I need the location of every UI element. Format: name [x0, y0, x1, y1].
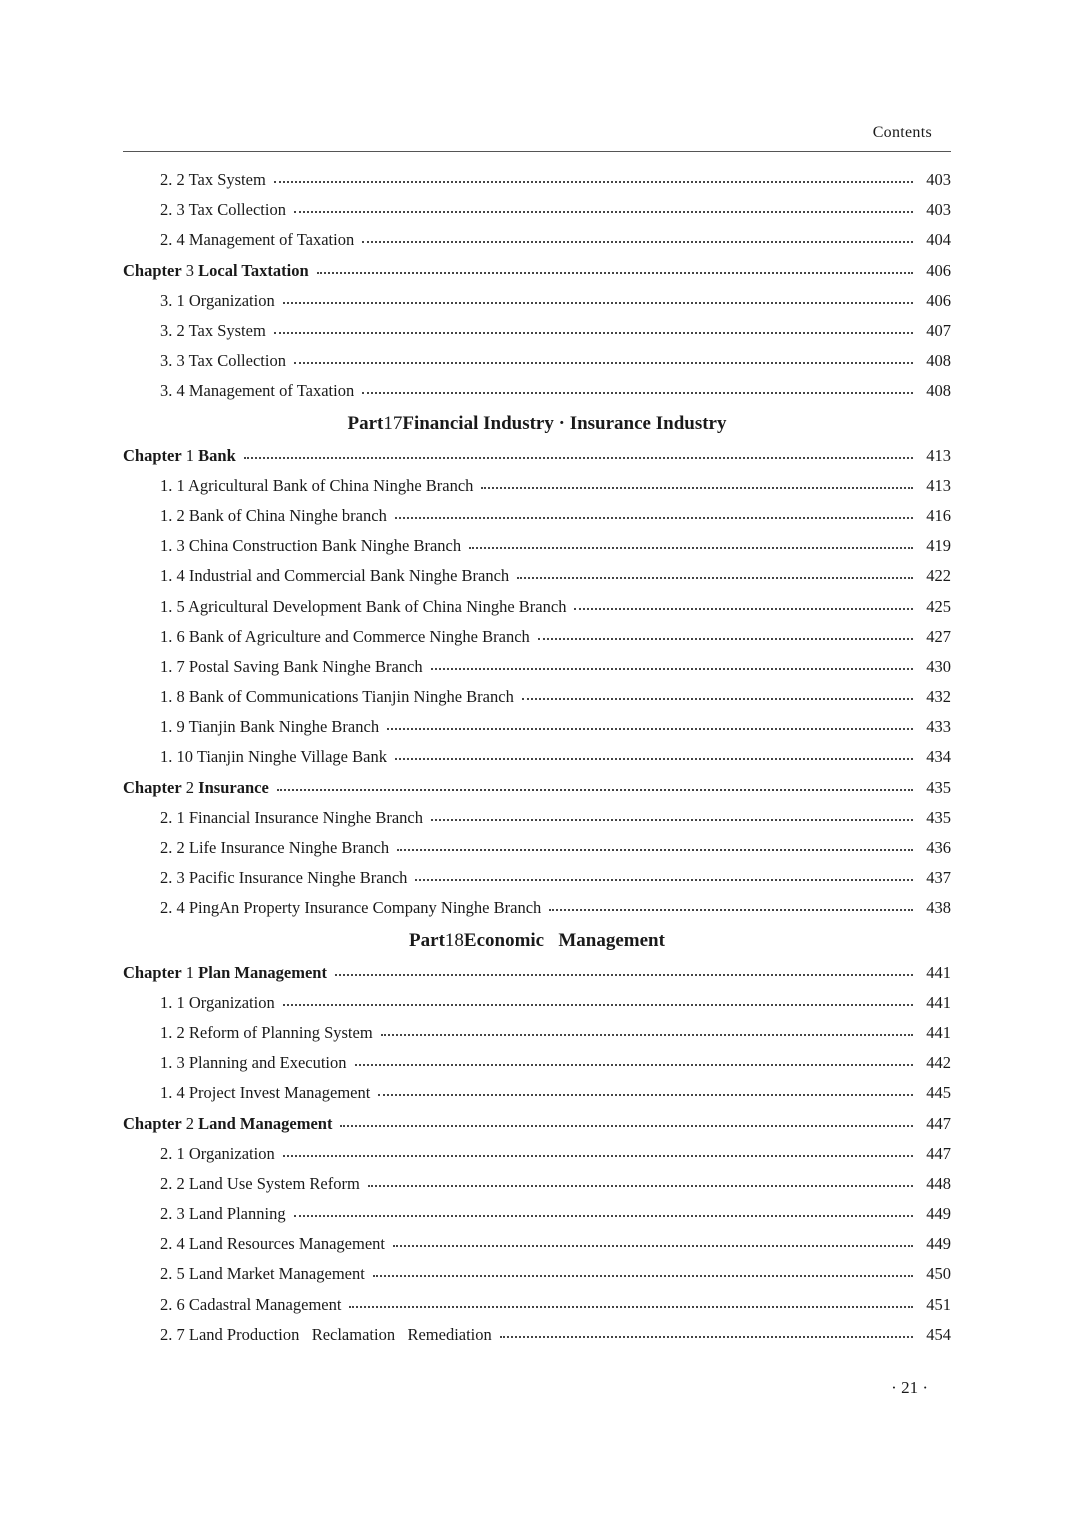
chapter-prefix: Chapter — [123, 962, 182, 982]
section-label: 1. 2 Reform of Planning System — [160, 1022, 373, 1042]
dot-leader — [378, 1094, 913, 1096]
page-ref: 416 — [926, 505, 951, 525]
dot-leader — [500, 1336, 913, 1338]
page-ref: 427 — [926, 626, 951, 646]
toc-section-entry[interactable] — [123, 346, 951, 376]
dot-leader — [397, 849, 913, 851]
dot-leader — [294, 1215, 913, 1217]
toc-section-entry[interactable] — [123, 833, 951, 863]
page-ref: 433 — [926, 717, 951, 737]
section-label: 2. 2 Tax System — [160, 170, 266, 190]
dot-leader — [362, 392, 913, 394]
toc-section-entry[interactable] — [123, 1229, 951, 1259]
page-ref: 432 — [926, 687, 951, 707]
page-number: · 21 · — [891, 1378, 928, 1397]
section-label: 2. 1 Financial Insurance Ninghe Branch — [160, 807, 424, 827]
dot-leader — [469, 547, 913, 549]
section-label: 1. 1 Agricultural Bank of China Ninghe Branch — [160, 475, 474, 495]
dot-leader — [517, 577, 913, 579]
toc-section-entry[interactable] — [123, 501, 951, 531]
toc-section-entry[interactable] — [123, 622, 951, 652]
section-label: 1. 4 Industrial and Commercial Bank Ninghe Branch — [160, 566, 510, 586]
toc-chapter-entry[interactable] — [123, 773, 951, 803]
section-label: 1. 4 Project Invest Management — [160, 1083, 371, 1103]
chapter-prefix: Chapter — [123, 445, 182, 465]
toc-section-entry[interactable] — [123, 1320, 951, 1350]
page-ref: 422 — [926, 566, 951, 586]
toc-chapter-entry[interactable] — [123, 958, 951, 988]
dot-leader — [395, 517, 913, 519]
page-ref: 435 — [926, 777, 951, 797]
section-label: 2. 4 Management of Taxation — [160, 230, 355, 250]
section-label: 2. 7 Land Production Reclamation Remediation — [160, 1324, 492, 1344]
dot-leader — [283, 302, 913, 304]
dot-leader — [274, 332, 913, 334]
dot-leader — [335, 974, 913, 976]
page-ref: 408 — [926, 351, 951, 371]
chapter-number: 1 — [185, 962, 195, 982]
toc-chapter-entry[interactable] — [123, 1108, 951, 1138]
page-ref: 403 — [926, 170, 951, 190]
toc-section-entry[interactable] — [123, 591, 951, 621]
section-label: 1. 2 Bank of China Ninghe branch — [160, 505, 387, 525]
page-ref: 442 — [926, 1053, 951, 1073]
toc-section-entry[interactable] — [123, 1199, 951, 1229]
page-ref: 447 — [926, 1113, 951, 1133]
toc-section-entry[interactable] — [123, 471, 951, 501]
dot-leader — [283, 1004, 913, 1006]
page-ref: 434 — [926, 747, 951, 767]
page-ref: 441 — [926, 962, 951, 982]
dot-leader — [431, 819, 913, 821]
section-label: 3. 4 Management of Taxation — [160, 381, 355, 401]
chapter-title: Local Taxtation — [198, 260, 309, 280]
toc-section-entry[interactable] — [123, 803, 951, 833]
toc-section-entry[interactable] — [123, 1169, 951, 1199]
page-ref: 445 — [926, 1083, 951, 1103]
toc-section-entry[interactable] — [123, 1139, 951, 1169]
section-label: 2. 3 Pacific Insurance Ninghe Branch — [160, 868, 408, 888]
chapter-title: Insurance — [198, 777, 269, 797]
section-label: 2. 3 Land Planning — [160, 1204, 286, 1224]
page-ref: 437 — [926, 868, 951, 888]
page-ref: 408 — [926, 381, 951, 401]
toc-section-entry[interactable] — [123, 376, 951, 406]
page-ref: 406 — [926, 290, 951, 310]
section-label: 1. 8 Bank of Communications Tianjin Ninghe Branch — [160, 687, 514, 707]
dot-leader — [274, 181, 913, 183]
page-ref: 438 — [926, 898, 951, 918]
section-label: 2. 2 Life Insurance Ninghe Branch — [160, 838, 390, 858]
chapter-label — [123, 261, 309, 281]
page-ref: 404 — [926, 230, 951, 250]
dot-leader — [244, 457, 913, 459]
section-label: 3. 3 Tax Collection — [160, 351, 286, 371]
toc-chapter-entry[interactable] — [123, 441, 951, 471]
chapter-title: Bank — [198, 445, 236, 465]
page-ref: 448 — [926, 1173, 951, 1193]
dot-leader — [368, 1185, 913, 1187]
dot-leader — [283, 1155, 913, 1157]
page-ref: 419 — [926, 536, 951, 556]
section-label: 1. 3 China Construction Bank Ninghe Branch — [160, 536, 462, 556]
toc-chapter-entry[interactable] — [123, 256, 951, 286]
page-ref: 430 — [926, 656, 951, 676]
dot-leader — [431, 668, 913, 670]
section-label: 1. 7 Postal Saving Bank Ninghe Branch — [160, 656, 423, 676]
dot-leader — [415, 879, 913, 881]
dot-leader — [362, 241, 913, 243]
toc-section-entry[interactable] — [123, 652, 951, 682]
part-number: 17 — [383, 412, 403, 434]
toc-section-entry[interactable] — [123, 195, 951, 225]
section-label: 1. 5 Agricultural Development Bank of China Ninghe Branch — [160, 596, 567, 616]
dot-leader — [387, 728, 913, 730]
dot-leader — [349, 1306, 913, 1308]
chapter-label — [123, 778, 269, 798]
dot-leader — [522, 698, 913, 700]
header-rule — [123, 151, 951, 152]
dot-leader — [340, 1125, 913, 1127]
part-heading — [123, 921, 951, 961]
page-ref: 435 — [926, 807, 951, 827]
part-heading — [123, 404, 951, 444]
section-label: 1. 9 Tianjin Bank Ninghe Branch — [160, 717, 380, 737]
chapter-number: 3 — [185, 260, 195, 280]
toc-section-entry[interactable] — [123, 225, 951, 255]
chapter-label — [123, 963, 327, 983]
page-ref: 454 — [926, 1324, 951, 1344]
dot-leader — [355, 1064, 913, 1066]
chapter-label — [123, 446, 236, 466]
dot-leader — [549, 909, 913, 911]
page-ref: 413 — [926, 445, 951, 465]
toc-section-entry[interactable] — [123, 712, 951, 742]
toc-section-entry[interactable] — [123, 1078, 951, 1108]
part-prefix: Part — [347, 412, 384, 434]
section-label: 2. 2 Land Use System Reform — [160, 1173, 360, 1193]
toc-section-entry[interactable] — [123, 316, 951, 346]
section-label: 2. 3 Tax Collection — [160, 200, 286, 220]
part-prefix: Part — [409, 929, 445, 951]
chapter-prefix: Chapter — [123, 777, 182, 797]
chapter-number: 2 — [185, 777, 195, 797]
dot-leader — [481, 487, 913, 489]
toc-section-entry[interactable] — [123, 988, 951, 1018]
toc-section-entry[interactable] — [123, 531, 951, 561]
page-ref: 451 — [926, 1294, 951, 1314]
chapter-title: Plan Management — [198, 962, 327, 982]
dot-leader — [317, 272, 913, 274]
toc-section-entry[interactable] — [123, 682, 951, 712]
toc-section-entry[interactable] — [123, 863, 951, 893]
section-label: 2. 5 Land Market Management — [160, 1264, 365, 1284]
part-title: Economic Management — [463, 929, 665, 951]
section-label: 1. 6 Bank of Agriculture and Commerce Ninghe Branch — [160, 626, 530, 646]
dot-leader — [294, 362, 913, 364]
page-ref: 403 — [926, 200, 951, 220]
dot-leader — [538, 638, 913, 640]
section-label: 2. 6 Cadastral Management — [160, 1294, 342, 1314]
section-label: 2. 4 PingAn Property Insurance Company Ninghe Branch — [160, 898, 542, 918]
page-ref: 441 — [926, 992, 951, 1012]
page-ref: 449 — [926, 1204, 951, 1224]
dot-leader — [395, 758, 913, 760]
chapter-number: 1 — [185, 445, 195, 465]
dot-leader — [373, 1275, 913, 1277]
page-ref: 413 — [926, 475, 951, 495]
table-of-contents — [123, 165, 951, 1350]
part-number: 18 — [444, 929, 464, 951]
dot-leader — [393, 1245, 913, 1247]
toc-section-entry[interactable] — [123, 1290, 951, 1320]
section-label: 3. 1 Organization — [160, 290, 275, 310]
toc-section-entry[interactable] — [123, 165, 951, 195]
dot-leader — [381, 1034, 913, 1036]
toc-section-entry[interactable] — [123, 1018, 951, 1048]
dot-leader — [574, 608, 913, 610]
chapter-prefix: Chapter — [123, 1113, 182, 1133]
page-ref: 436 — [926, 838, 951, 858]
section-label: 2. 1 Organization — [160, 1143, 275, 1163]
toc-section-entry[interactable] — [123, 893, 951, 923]
toc-section-entry[interactable] — [123, 1259, 951, 1289]
section-label: 1. 10 Tianjin Ninghe Village Bank — [160, 747, 387, 767]
toc-section-entry[interactable] — [123, 742, 951, 772]
section-label: 1. 3 Planning and Execution — [160, 1053, 347, 1073]
chapter-prefix: Chapter — [123, 260, 182, 280]
dot-leader — [294, 211, 913, 213]
section-label: 1. 1 Organization — [160, 992, 275, 1012]
toc-section-entry[interactable] — [123, 1048, 951, 1078]
page-ref: 407 — [926, 321, 951, 341]
chapter-title: Land Management — [198, 1113, 333, 1133]
page-ref: 441 — [926, 1022, 951, 1042]
page-ref: 425 — [926, 596, 951, 616]
section-label: 3. 2 Tax System — [160, 321, 266, 341]
chapter-label — [123, 1114, 332, 1134]
running-header: Contents — [872, 124, 932, 141]
chapter-number: 2 — [185, 1113, 195, 1133]
page-ref: 406 — [926, 260, 951, 280]
part-title: Financial Industry · Insurance Industry — [402, 412, 727, 434]
page-ref: 450 — [926, 1264, 951, 1284]
toc-section-entry[interactable] — [123, 286, 951, 316]
section-label: 2. 4 Land Resources Management — [160, 1234, 385, 1254]
page-ref: 447 — [926, 1143, 951, 1163]
dot-leader — [277, 789, 913, 791]
page-ref: 449 — [926, 1234, 951, 1254]
toc-section-entry[interactable] — [123, 561, 951, 591]
